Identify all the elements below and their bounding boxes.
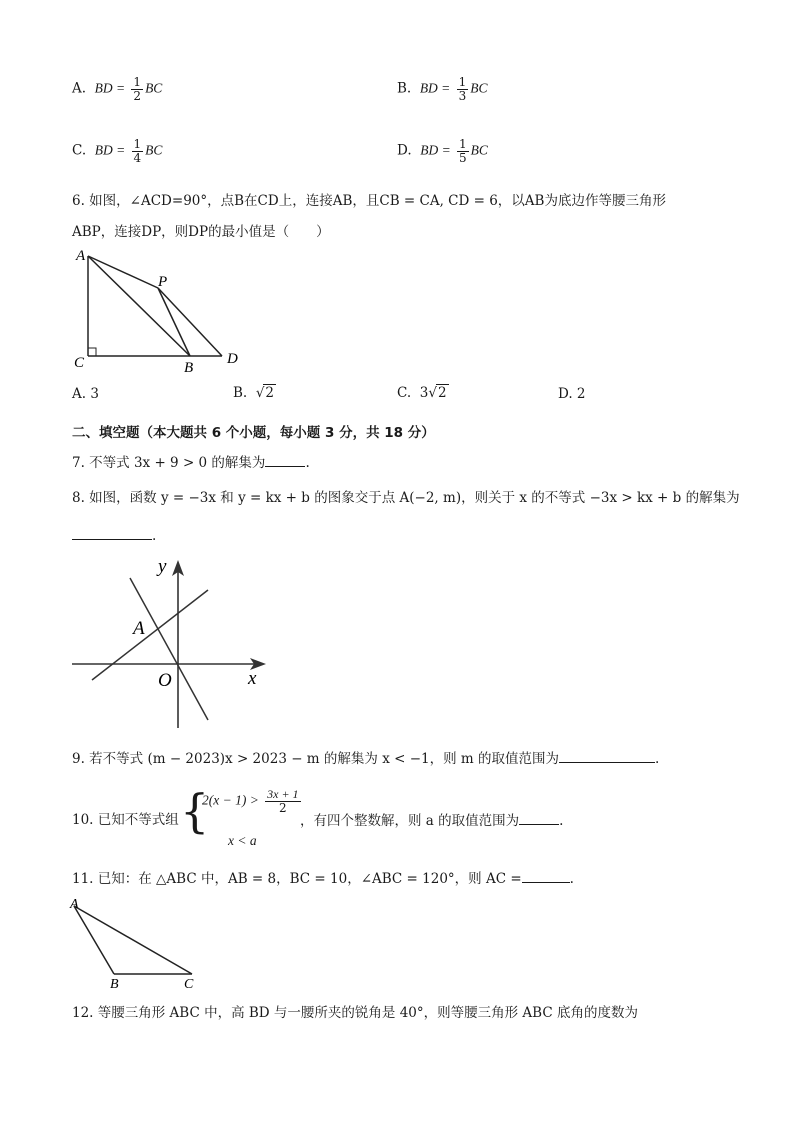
denominator: 3 (458, 88, 467, 103)
numerator: 1 (458, 75, 467, 89)
denominator: 2 (279, 800, 287, 815)
sqrt-expression (428, 384, 448, 402)
q5-option-b (397, 76, 488, 102)
q10-suffix (300, 812, 563, 830)
segment-pb (158, 288, 190, 356)
q12: 12. 等腰三角形 ABC 中，高 BD 与一腰所夹的锐角是 40°，则等腰三角形 ABC 底角的度数为 (72, 1005, 638, 1021)
q6-figure (70, 246, 250, 376)
answer-blank (559, 750, 655, 763)
numerator: 1 (133, 75, 142, 89)
period: . (654, 751, 660, 767)
answer-blank (519, 812, 559, 825)
right-angle-mark (88, 348, 96, 356)
option-label: C. (72, 142, 87, 159)
label-b: B (184, 360, 194, 376)
segment-pd (158, 288, 222, 356)
label-origin: O (158, 670, 172, 691)
label-b: B (110, 977, 119, 990)
fraction (132, 138, 144, 164)
fraction (457, 138, 469, 164)
answer-blank (265, 454, 305, 467)
option-rhs: BC (470, 80, 488, 96)
period: . (152, 528, 157, 544)
denominator: 5 (459, 150, 467, 165)
q10-prefix: 10. 已知不等式组 (72, 812, 179, 828)
q8-line1: 8. 如图，函数 y = −3x 和 y = kx + b 的图象交于点 A(−2, m)，则关于 x 的不等式 −3x > kx + b 的解集为 (72, 490, 740, 506)
radicand: 2 (437, 385, 447, 401)
q10-suffix-text: ，有四个整数解，则 a 的取值范围为 (300, 813, 520, 829)
q10-row1 (202, 788, 303, 814)
label-a: A (133, 618, 145, 639)
option-lhs: BD = (94, 80, 126, 96)
numerator: 1 (133, 137, 142, 151)
q10-row2: x < a (228, 833, 257, 848)
q11 (72, 870, 574, 888)
label-a: A (76, 248, 86, 264)
period: . (305, 455, 310, 471)
option-label: B. (397, 80, 412, 97)
q8-figure (68, 552, 273, 732)
q6-option-b (233, 384, 276, 402)
option-label: A. (72, 80, 87, 97)
fraction (457, 76, 469, 102)
option-label: C. (397, 385, 412, 401)
fraction (265, 788, 300, 814)
denominator: 2 (133, 88, 142, 103)
option-lhs: BD = (419, 80, 451, 96)
option-rhs: BC (470, 142, 488, 158)
label-a: A (70, 897, 79, 912)
coefficient: 3 (419, 385, 429, 401)
option-lhs: BD = (94, 142, 126, 158)
label-y: y (158, 556, 167, 577)
segment-ap (88, 256, 158, 288)
q5-option-d (397, 138, 488, 164)
q11-figure (68, 894, 208, 990)
option-label: B. (233, 385, 248, 401)
q6-option-a: A. 3 (72, 386, 99, 402)
radicand: 2 (265, 385, 275, 401)
row1-left: 2(x − 1) > (202, 792, 259, 808)
system-brace: { (180, 784, 210, 838)
period: . (559, 813, 564, 829)
segment-ac (74, 906, 192, 974)
answer-blank (522, 870, 570, 883)
label-c: C (74, 355, 85, 371)
option-rhs: BC (145, 80, 163, 96)
numerator: 1 (459, 137, 467, 151)
section-title: 二、填空题（本大题共 6 个小题，每小题 3 分，共 18 分） (72, 425, 435, 441)
line-y-kx-b (92, 590, 208, 680)
sqrt-expression (256, 384, 276, 402)
fraction (131, 76, 143, 102)
denominator: 4 (133, 150, 142, 165)
q11-text: 11. 已知：在 △ABC 中，AB = 8，BC = 10，∠ABC = 120°，则 AC = (72, 871, 522, 887)
q9 (72, 750, 659, 768)
q7 (72, 454, 310, 472)
q6-option-c (397, 384, 449, 402)
q6-line1: 6. 如图，∠ACD=90°，点B在CD上，连接AB，且CB = CA, CD = 6，以AB为底边作等腰三角形 (72, 193, 666, 209)
q5-option-a (72, 76, 162, 102)
segment-ab (74, 906, 114, 974)
label-p: P (158, 274, 168, 290)
q5-option-c (72, 138, 162, 164)
q9-text: 9. 若不等式 (m − 2023)x > 2023 − m 的解集为 x < −1，则 m 的取值范围为 (72, 751, 559, 767)
label-x: x (248, 668, 257, 689)
q7-text: 7. 不等式 3x + 9 > 0 的解集为 (72, 455, 266, 471)
radical-sign: √ (428, 385, 437, 401)
q6-line2: ABP，连接DP，则DP的最小值是（ ） (72, 224, 330, 240)
numerator: 3x + 1 (267, 787, 299, 801)
label-d: D (227, 351, 238, 367)
option-lhs: BD = (420, 142, 451, 158)
label-c: C (184, 977, 194, 990)
radical-sign: √ (255, 385, 265, 401)
period: . (569, 871, 574, 887)
answer-blank (72, 527, 152, 540)
option-rhs: BC (145, 142, 163, 158)
q6-option-d: D. 2 (558, 386, 586, 402)
option-label: D. (397, 142, 412, 159)
q8-line2 (72, 527, 156, 545)
